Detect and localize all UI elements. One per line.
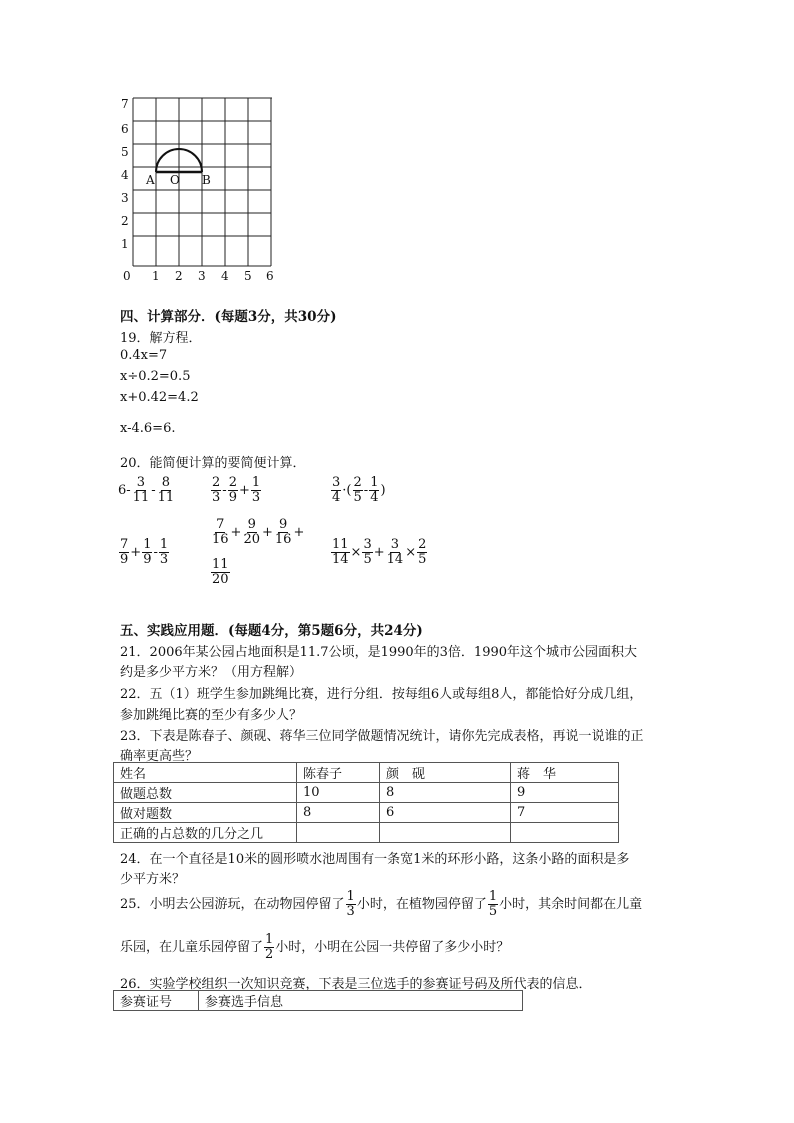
q20-expr-6: $\frac{11}{14}$ × $\frac{3}{5}$ + $\frac{3}{14}$ × $\frac{2}{5}$ bbox=[332, 537, 427, 567]
numerator: 1 bbox=[370, 475, 379, 490]
q19-eq1: 0.4x=7 bbox=[120, 348, 168, 363]
fraction bbox=[242, 518, 261, 547]
denominator: 3 bbox=[212, 490, 221, 505]
fraction bbox=[211, 518, 230, 547]
table-cell: 6 bbox=[380, 803, 511, 823]
denominator: 3 bbox=[251, 490, 261, 505]
denominator: 14 bbox=[386, 552, 404, 567]
x-label-1: 1 bbox=[152, 269, 160, 283]
table-cell: 8 bbox=[380, 783, 511, 803]
numerator: 7 bbox=[120, 537, 129, 552]
fraction bbox=[142, 538, 152, 567]
q25-text: 25．小明去公园游玩，在动物园停留了 bbox=[120, 897, 345, 912]
x-label-3: 3 bbox=[198, 269, 206, 283]
table-header-row bbox=[114, 991, 523, 1011]
denominator: 16 bbox=[274, 532, 292, 547]
y-label-4: 4 bbox=[121, 168, 129, 182]
q25-line2 bbox=[120, 933, 509, 962]
denominator: 11 bbox=[157, 490, 175, 505]
denominator: 3 bbox=[159, 552, 169, 567]
fraction bbox=[264, 933, 274, 962]
denominator: 9 bbox=[120, 552, 129, 567]
q21-line2: 约是多少平方米？（用方程解） bbox=[120, 665, 303, 680]
q20-expr-5: $\frac{7}{16}$ + $\frac{9}{20}$ + $\frac{9}{16}$ + bbox=[212, 517, 305, 547]
fraction bbox=[331, 538, 350, 567]
q25-text: 小时，小明在公园一共停留了多少小时？ bbox=[275, 940, 510, 955]
numerator: 2 bbox=[212, 475, 221, 490]
y-label-5: 5 bbox=[121, 145, 129, 159]
numerator: 3 bbox=[390, 537, 400, 552]
table-cell: 8 bbox=[297, 803, 380, 823]
x-label-6: 6 bbox=[266, 269, 274, 283]
q20-expr-3: $\frac{3}{4}$ ·( $\frac{2}{5}$ - $\frac{1}{4}$ ) bbox=[332, 475, 386, 505]
numerator: 3 bbox=[363, 537, 372, 552]
q23-line2: 确率更高些？ bbox=[120, 749, 199, 764]
numerator: 1 bbox=[251, 475, 261, 490]
q19-title: 19．解方程． bbox=[120, 331, 202, 346]
paren-close: ) bbox=[380, 483, 386, 498]
fraction bbox=[228, 476, 238, 505]
denominator: 5 bbox=[488, 904, 498, 919]
numerator: 7 bbox=[216, 517, 225, 532]
denominator: 11 bbox=[132, 490, 150, 505]
x-label-4: 4 bbox=[221, 269, 229, 283]
q22-line2: 参加跳绳比赛的至少有多少人？ bbox=[120, 708, 303, 723]
numerator: 1 bbox=[143, 537, 152, 552]
q23-line1: 23．下表是陈春子、颜砚、蒋华三位同学做题情况统计，请你先完成表格，再说一说谁的正 bbox=[120, 729, 644, 744]
table-cell: 做对题数 bbox=[114, 803, 297, 823]
expr1-lead: 6- bbox=[118, 483, 131, 498]
denominator: 20 bbox=[243, 532, 260, 547]
point-b-label: B bbox=[202, 173, 211, 187]
numerator: 3 bbox=[332, 475, 341, 490]
paren-open: ·( bbox=[342, 483, 352, 498]
fraction bbox=[488, 890, 498, 919]
q22-line1: 22．五（1）班学生参加跳绳比赛，进行分组．按每组6人或每组8人，都能恰好分成几组， bbox=[120, 687, 643, 702]
numerator: 1 bbox=[265, 932, 274, 947]
numerator: 2 bbox=[228, 475, 237, 490]
q20-expr-1: 6- $\frac{3}{11}$ - $\frac{8}{11}$ bbox=[118, 475, 175, 505]
coordinate-grid bbox=[115, 92, 280, 287]
q25-text: 小时，在植物园停留了 bbox=[356, 897, 487, 912]
numerator: 2 bbox=[353, 475, 362, 490]
q26-text: 26．实验学校组织一次知识竞赛，下表是三位选手的参赛证号码及所代表的信息． bbox=[120, 977, 592, 992]
table-cell: 参赛证号 bbox=[114, 991, 199, 1011]
point-o-label: O bbox=[170, 173, 180, 187]
q20-title: 20．能简便计算的要简便计算． bbox=[120, 456, 306, 471]
denominator: 9 bbox=[228, 490, 237, 505]
y-label-6: 6 bbox=[121, 122, 129, 136]
x-label-0: 0 bbox=[123, 269, 131, 283]
fraction bbox=[157, 476, 176, 505]
q19-eq4: x-4.6=6. bbox=[120, 421, 176, 436]
q20-expr-5-cont bbox=[210, 558, 231, 587]
table-cell: 陈春子 bbox=[297, 763, 380, 783]
numerator: 3 bbox=[136, 475, 146, 490]
fraction bbox=[251, 476, 261, 505]
table-cell: 9 bbox=[511, 783, 619, 803]
denominator: 4 bbox=[332, 490, 341, 505]
fraction bbox=[353, 476, 363, 505]
fraction bbox=[211, 558, 230, 587]
y-label-2: 2 bbox=[121, 214, 129, 228]
point-a-label: A bbox=[146, 173, 155, 187]
q20-expr-2: $\frac{2}{3}$ - $\frac{2}{9}$ + $\frac{1}{3}$ bbox=[212, 475, 261, 505]
q20-expr-4: $\frac{7}{9}$ + $\frac{1}{9}$ - $\frac{1}{3}$ bbox=[120, 537, 169, 567]
denominator: 20 bbox=[212, 572, 229, 587]
q24-line2: 少平方米？ bbox=[120, 872, 186, 887]
fraction bbox=[132, 476, 151, 505]
denominator: 16 bbox=[212, 532, 229, 547]
fraction bbox=[417, 538, 427, 567]
answer-cell[interactable] bbox=[297, 823, 380, 843]
numerator: 11 bbox=[212, 557, 229, 572]
fraction bbox=[211, 476, 221, 505]
q19-eq3: x+0.42=4.2 bbox=[120, 390, 199, 405]
numerator: 9 bbox=[247, 517, 256, 532]
numerator: 1 bbox=[488, 889, 498, 904]
numerator: 1 bbox=[159, 537, 169, 552]
fraction bbox=[386, 538, 405, 567]
denominator: 5 bbox=[418, 552, 427, 567]
denominator: 4 bbox=[370, 490, 379, 505]
denominator: 14 bbox=[332, 552, 349, 567]
q25-line1 bbox=[120, 890, 642, 919]
table-cell: 正确的占总数的几分之几 bbox=[114, 823, 297, 843]
fraction bbox=[362, 538, 372, 567]
table-cell: 10 bbox=[297, 783, 380, 803]
numerator: 11 bbox=[332, 537, 349, 552]
numerator: 1 bbox=[346, 889, 355, 904]
y-label-1: 1 bbox=[121, 237, 129, 251]
table-row bbox=[114, 783, 619, 803]
table-cell: 参赛选手信息 bbox=[199, 991, 523, 1011]
table-header-row bbox=[114, 763, 619, 783]
table-cell: 蒋 华 bbox=[511, 763, 619, 783]
q25-text: 小时，其余时间都在儿童 bbox=[499, 897, 643, 912]
y-label-7: 7 bbox=[121, 97, 129, 111]
answer-cell[interactable] bbox=[380, 823, 511, 843]
q24-line1: 24．在一个直径是10米的圆形喷水池周围有一条宽1米的环形小路，这条小路的面积是多 bbox=[120, 852, 630, 867]
q25-text: 乐园，在儿童乐园停留了 bbox=[120, 940, 264, 955]
table-row bbox=[114, 823, 619, 843]
answer-cell[interactable] bbox=[511, 823, 619, 843]
y-label-3: 3 bbox=[121, 191, 129, 205]
denominator: 3 bbox=[346, 904, 355, 919]
contest-table bbox=[113, 990, 523, 1011]
numerator: 8 bbox=[161, 475, 171, 490]
fraction bbox=[331, 476, 341, 505]
section5-heading: 五、实践应用题．(每题4分，第5题6分，共24分) bbox=[120, 623, 423, 639]
denominator: 5 bbox=[363, 552, 372, 567]
denominator: 2 bbox=[265, 947, 274, 962]
q19-eq2: x÷0.2=0.5 bbox=[120, 369, 191, 384]
denominator: 5 bbox=[353, 490, 362, 505]
x-label-5: 5 bbox=[244, 269, 252, 283]
fraction bbox=[274, 518, 293, 547]
fraction bbox=[119, 538, 129, 567]
numerator: 9 bbox=[279, 517, 288, 532]
fraction bbox=[369, 476, 379, 505]
table-cell: 做题总数 bbox=[114, 783, 297, 803]
stats-table bbox=[113, 762, 619, 843]
table-cell: 姓名 bbox=[114, 763, 297, 783]
table-cell: 颜 砚 bbox=[380, 763, 511, 783]
denominator: 9 bbox=[143, 552, 152, 567]
section4-heading: 四、计算部分．(每题3分，共30分) bbox=[120, 309, 337, 325]
x-label-2: 2 bbox=[175, 269, 183, 283]
fraction bbox=[346, 890, 356, 919]
fraction bbox=[159, 538, 169, 567]
q21-line1: 21．2006年某公园占地面积是11.7公顷，是1990年的3倍．1990年这个城市公园面积大 bbox=[120, 645, 638, 660]
table-row bbox=[114, 803, 619, 823]
table-cell: 7 bbox=[511, 803, 619, 823]
numerator: 2 bbox=[418, 537, 427, 552]
